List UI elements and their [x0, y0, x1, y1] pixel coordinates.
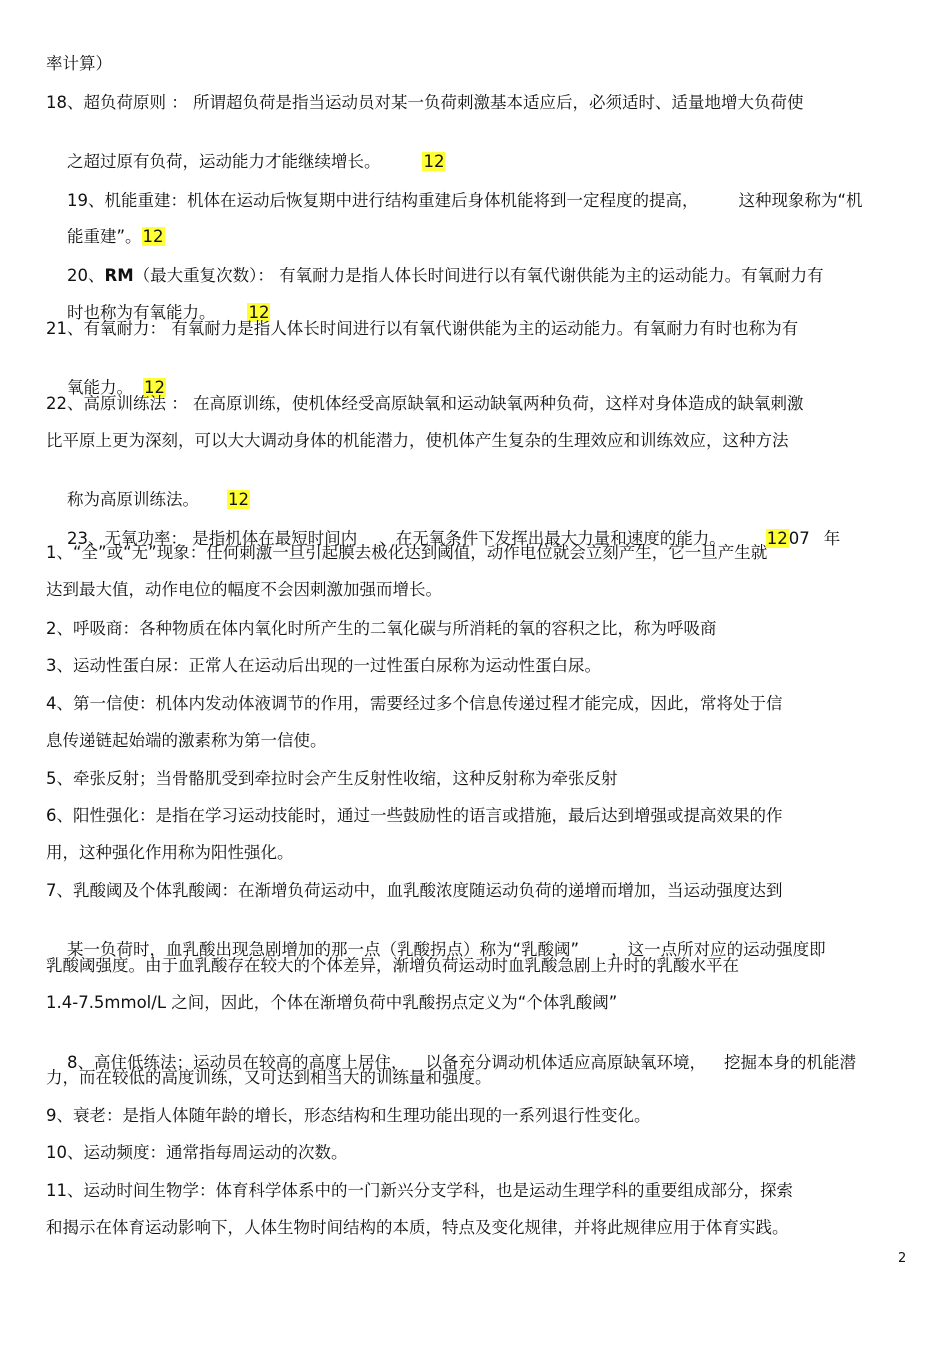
- line-text: 23、无氧功率： 是指机体在最短时间内: [66, 529, 358, 548]
- highlight-mark: 12: [143, 378, 165, 397]
- highlight-mark: 12: [248, 303, 270, 322]
- text-line: 1、“全”或“无”现象：任何刺激一旦引起膜去极化达到阈值，动作电位就会立刻产生，它一旦产生就: [46, 543, 768, 562]
- line-text: 某一负荷时，血乳酸出现急剧增加的那一点（乳酸拐点）称为“乳酸阈”: [66, 940, 580, 959]
- line-text: 、在无氧条件下发挥出最大力量和速度的能力。: [379, 529, 726, 548]
- line-text: 称为高原训练法。: [66, 490, 199, 509]
- line-text: 这种现象称为“机: [738, 191, 863, 210]
- text-line: 息传递链起始端的激素称为第一信使。: [46, 731, 327, 750]
- line-text: 挖掘本身的机能潜: [723, 1053, 856, 1072]
- text-line: 4、第一信使：机体内发动体液调节的作用，需要经过多个信息传递过程才能完成，因此，常将处于信: [46, 694, 783, 713]
- year-char: 年: [823, 529, 841, 548]
- text-line: 率计算）: [46, 54, 112, 73]
- text-line: 达到最大值，动作电位的幅度不会因刺激加强而增长。: [46, 580, 442, 599]
- text-line: 用，这种强化作用称为阳性强化。: [46, 843, 294, 862]
- text-line: 22、高原训练法 ： 在高原训练，使机体经受高原缺氧和运动缺氧两种负荷，这样对身体造成的缺氧刺激: [46, 394, 804, 413]
- page-number: 2: [898, 1251, 907, 1266]
- year-code: 07: [788, 529, 810, 548]
- highlight-mark: 12: [423, 152, 445, 171]
- highlight-mark: 12: [766, 529, 788, 548]
- highlight-mark: 12: [142, 227, 164, 246]
- text-line: 3、运动性蛋白尿：正常人在运动后出现的一过性蛋白尿称为运动性蛋白尿。: [46, 656, 601, 675]
- line-text: ，这一点所对应的运动强度即: [611, 940, 826, 959]
- line-text: 时也称为有氧能力。: [66, 303, 216, 322]
- line-text: （最大重复次数）： 有氧耐力是指人体长时间进行以有氧代谢供能为主的运动能力。有氧耐力有: [133, 266, 824, 285]
- text-line: 2、呼吸商：各种物质在体内氧化时所产生的二氧化碳与所消耗的氧的容积之比，称为呼吸商: [46, 619, 717, 638]
- text-line: 力，而在较低的高度训练，又可达到相当大的训练量和强度。: [46, 1068, 492, 1087]
- line-text: 20、: [66, 266, 105, 285]
- highlight-mark: 12: [227, 490, 249, 509]
- text-line: 18、超负荷原则 ： 所谓超负荷是指当运动员对某一负荷刺激基本适应后，必须适时、适量地增大负荷使: [46, 93, 804, 112]
- line-text: 8、高住低练法；运动员在较高的高度上居住，: [66, 1053, 408, 1072]
- text-line: 11、运动时间生物学：体育科学体系中的一门新兴分支学科，也是运动生理学科的重要组成部分，探索: [46, 1181, 793, 1200]
- text-line: 6、阳性强化：是指在学习运动技能时，通过一些鼓励性的语言或措施，最后达到增强或提高效果的作: [46, 806, 783, 825]
- text-line: 10、运动频度：通常指每周运动的次数。: [46, 1143, 348, 1162]
- text-line: 1.4-7.5mmol/L 之间，因此，个体在渐增负荷中乳酸拐点定义为“个体乳酸阈”: [46, 993, 618, 1012]
- text-line: 比平原上更为深刻，可以大大调动身体的机能潜力，使机体产生复杂的生理效应和训练效应，这种方法: [46, 431, 789, 450]
- text-line: 5、牵张反射；当骨骼肌受到牵拉时会产生反射性收缩，这种反射称为牵张反射: [46, 769, 618, 788]
- text-line: 7、乳酸阈及个体乳酸阈：在渐增负荷运动中，血乳酸浓度随运动负荷的递增而增加，当运动强度达到: [46, 881, 783, 900]
- line-text: 能重建”。: [66, 227, 142, 246]
- text-line: [46, 168, 863, 234]
- line-text: 之超过原有负荷，运动能力才能继续增长。: [66, 152, 381, 171]
- line-text: 氧能力。: [66, 378, 133, 397]
- text-line: 9、衰老：是指人体随年龄的增长，形态结构和生理功能出现的一系列退行性变化。: [46, 1106, 651, 1125]
- text-line: 21、有氧耐力： 有氧耐力是指人体长时间进行以有氧代谢供能为主的运动能力。有氧耐力有时也称为有: [46, 319, 799, 338]
- text-line: 乳酸阈强度。由于血乳酸存在较大的个体差异，渐增负荷运动时血乳酸急剧上升时的乳酸水平在: [46, 956, 739, 975]
- line-text: 19、机能重建：机体在运动后恢复期中进行结构重建后身体机能将到一定程度的提高，: [66, 191, 699, 210]
- rm-abbreviation: RM: [104, 266, 134, 285]
- line-text: 以备充分调动机体适应高原缺氧环境，: [425, 1053, 706, 1072]
- text-line: 和揭示在体育运动影响下，人体生物时间结构的本质，特点及变化规律，并将此规律应用于体育实践。: [46, 1218, 789, 1237]
